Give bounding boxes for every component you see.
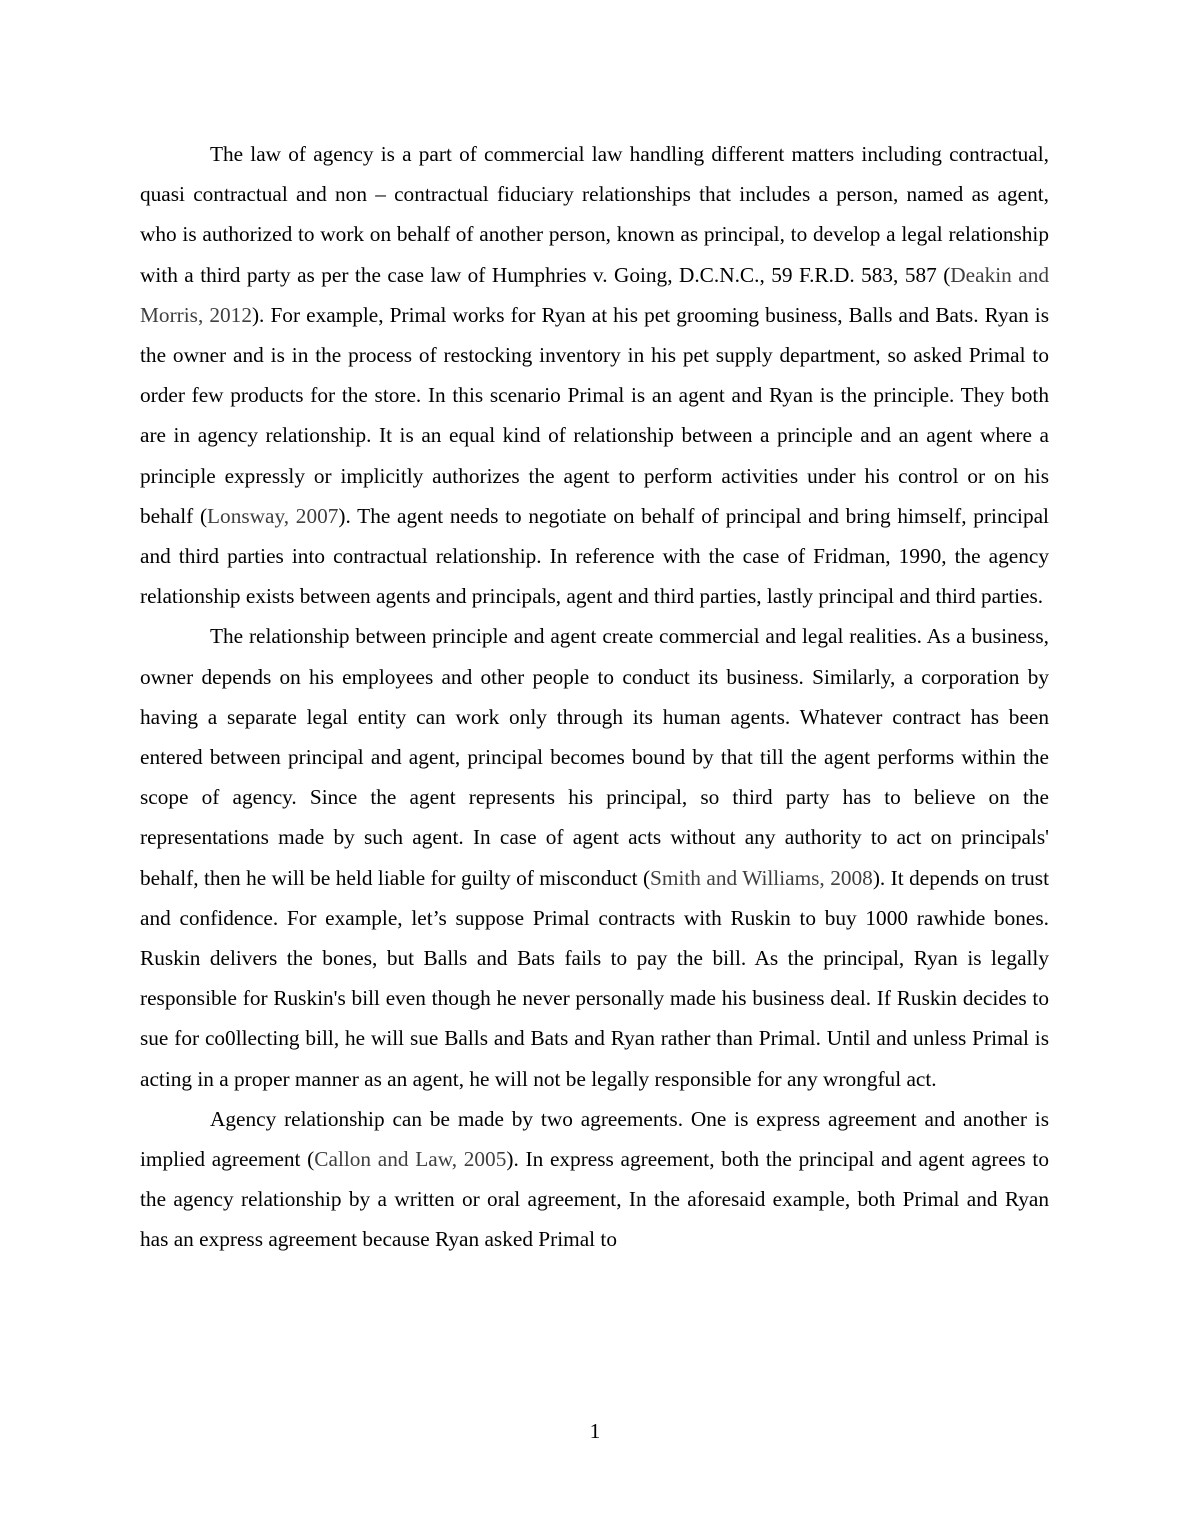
paragraph-text: ). For example, Primal works for Ryan at his pet grooming business, Balls and Bats. Ryan is the owner and is in the process of restocking inventory in his pet supply department, so asked Primal to order few products for the store. In this scenario Primal is an agent and Ryan is the principle. They both are in agency relationship. It is an equal kind of relationship between a principle and an agent where a principle expressly or implicitly authorizes the agent to perform activities under his control or on his behalf (: [140, 302, 1049, 528]
paragraph-text: The law of agency is a part of commercial law handling different matters including contractual, quasi contractual and non – contractual fiduciary relationships that includes a person, named as agent, who is authorized to work on behalf of another person, known as principal, to develop a legal relationship with a third party as per the case law of Humphries v. Going, D.C.N.C., 59 F.R.D. 583, 587 (: [140, 142, 1049, 287]
paragraph-agency-agreements: [140, 1099, 1049, 1260]
body-text: [140, 134, 1049, 1260]
paragraph-law-of-agency: [140, 134, 1049, 616]
paragraph-text: ). The agent needs to negotiate on behalf of principal and bring himself, principal and third parties into contractual relationship. In reference with the case of Fridman, 1990, the agency relationship exists between agents and principals, agent and third parties, lastly principal and third parties.: [140, 503, 1049, 609]
page-number: 1: [589, 1419, 601, 1443]
paragraph-text: ). In express agreement, both the principal and agent agrees to the agency relationship by a written or oral agreement, In the aforesaid example, both Primal and Ryan has an express agreement because Ryan asked Primal to: [140, 1147, 1049, 1252]
citation-smith-williams: Smith and Williams, 2008: [650, 865, 873, 890]
citation-deakin-morris: Deakin and Morris, 2012: [140, 262, 1049, 327]
citation-lonsway: Lonsway, 2007: [207, 503, 339, 528]
paragraph-text: Agency relationship can be made by two agreements. One is express agreement and another is implied agreement (: [140, 1106, 1049, 1172]
paragraph-text: The relationship between principle and agent create commercial and legal realities. As a business, owner depends on his employees and other people to conduct its business. Similarly, a corporation by having a separate legal entity can work only through its human agents. Whatever contract has been entered between principal and agent, principal becomes bound by that till the agent performs within the scope of agency. Since the agent represents his principal, so third party has to believe on the representations made by such agent. In case of agent acts without any authority to act on principals' behalf, then he will be held liable for guilty of misconduct (: [140, 624, 1049, 890]
paragraph-principal-agent-relationship: [140, 616, 1049, 1098]
paragraph-text: ). It depends on trust and confidence. For example, let’s suppose Primal contracts with Ruskin to buy 1000 rawhide bones. Ruskin delivers the bones, but Balls and Bats fails to pay the bill. As the principal, Ryan is legally responsible for Ruskin's bill even though he never personally made his business deal. If Ruskin decides to sue for co0llecting bill, he will sue Balls and Bats and Ryan rather than Primal. Until and unless Primal is acting in a proper manner as an agent, he will not be legally responsible for any wrongful act.: [140, 865, 1049, 1091]
citation-callon-law: Callon and Law, 2005: [314, 1147, 507, 1172]
